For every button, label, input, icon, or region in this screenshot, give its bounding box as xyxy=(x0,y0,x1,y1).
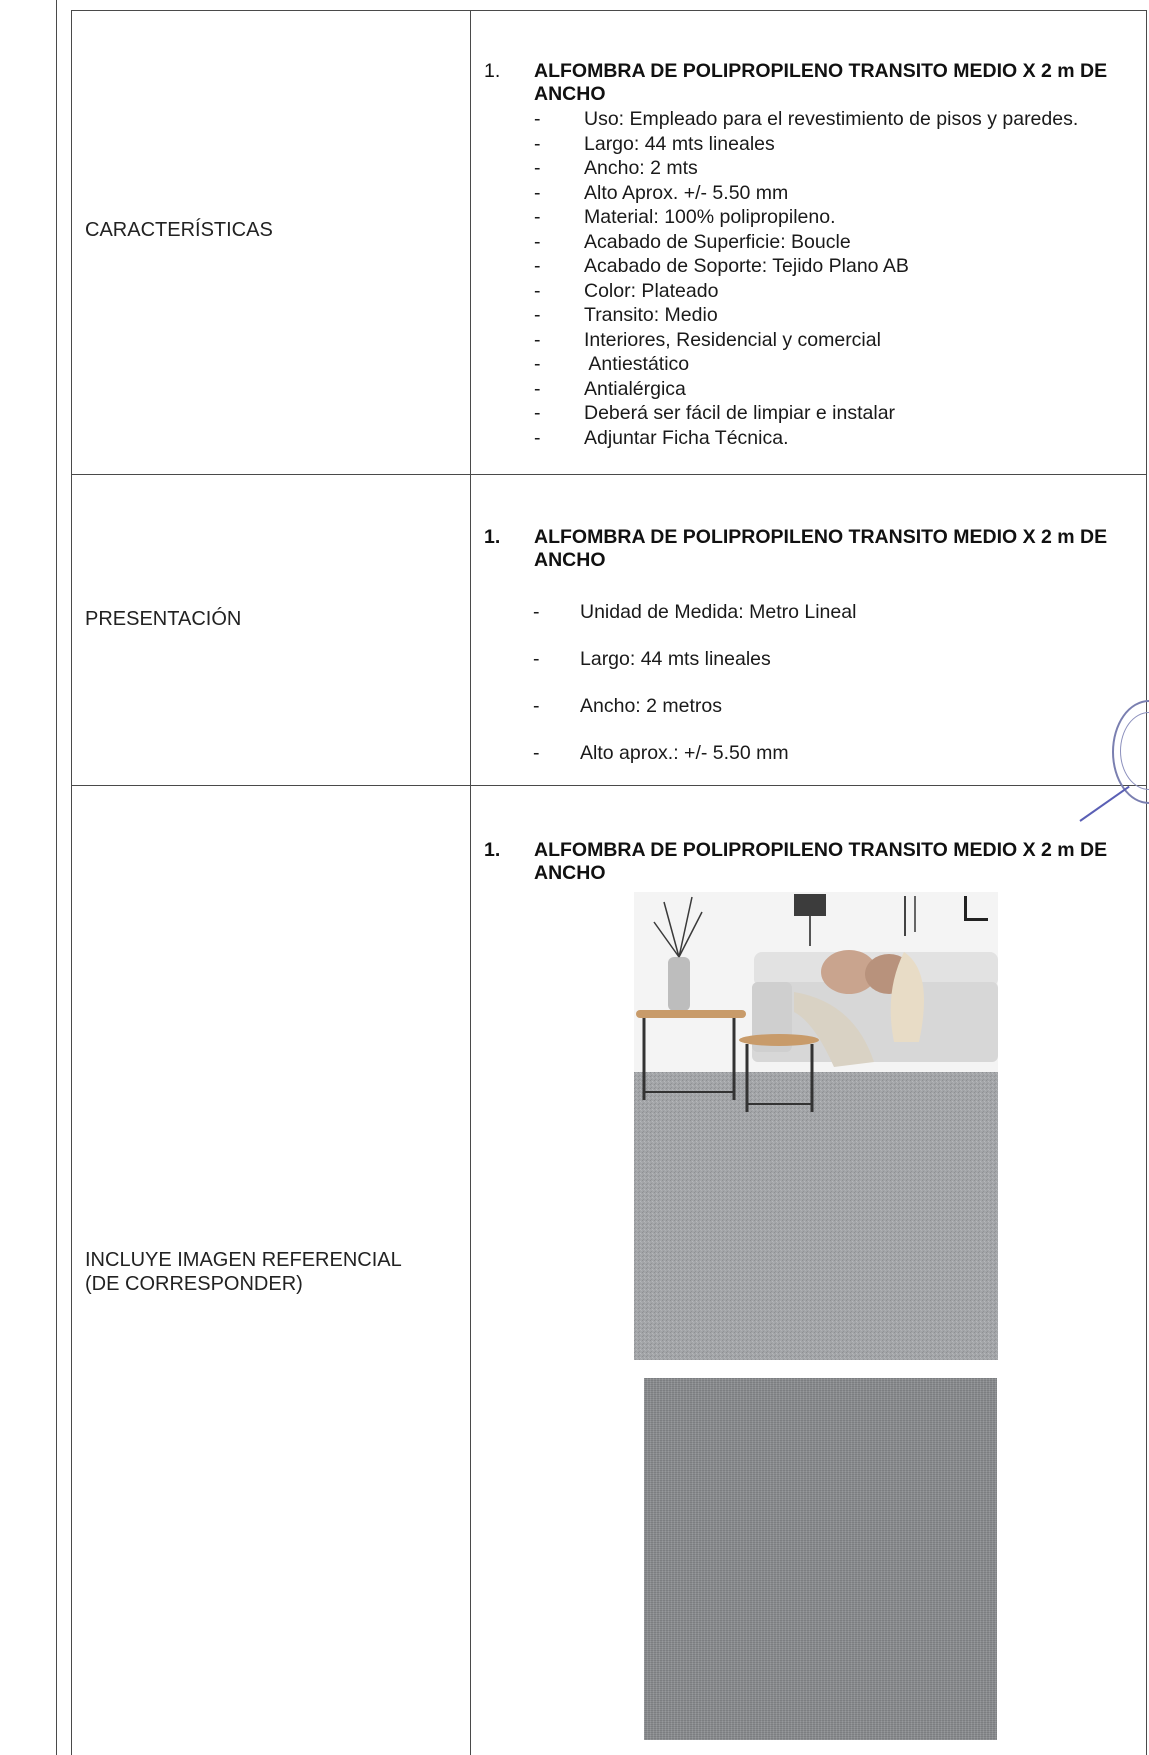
item-title-text: ALFOMBRA DE POLIPROPILENO TRANSITO MEDIO X 2 m DE ANCHO xyxy=(534,526,1108,571)
list-item: - Largo: 44 mts lineales xyxy=(534,132,1078,157)
list-item: - Alto Aprox. +/- 5.50 mm xyxy=(534,181,1078,206)
item-title-imagen xyxy=(484,839,1144,885)
row-label-line2: (DE CORRESPONDER) xyxy=(85,1273,303,1295)
list-item: - Unidad de Medida: Metro Lineal xyxy=(533,600,856,647)
list-item: - Interiores, Residencial y comercial xyxy=(534,328,1078,353)
row-label-imagen xyxy=(85,1248,402,1296)
list-item: - Ancho: 2 mts xyxy=(534,156,1078,181)
signature-stroke xyxy=(1079,786,1129,822)
reference-image-swatch xyxy=(644,1378,997,1740)
item-number: 1. xyxy=(484,526,501,548)
row-label-line1: INCLUYE IMAGEN REFERENCIAL xyxy=(85,1249,402,1271)
item-number: 1. xyxy=(484,60,501,82)
list-item: - Largo: 44 mts lineales xyxy=(533,647,856,694)
item-title-text: ALFOMBRA DE POLIPROPILENO TRANSITO MEDIO X 2 m DE ANCHO xyxy=(534,60,1108,105)
list-item: - Uso: Empleado para el revestimiento de pisos y paredes. xyxy=(534,107,1078,132)
item-title-presentacion xyxy=(484,526,1144,572)
table-top-border xyxy=(71,10,1147,11)
room-illustration xyxy=(634,892,998,1360)
table-right-border xyxy=(1146,10,1147,1755)
table-divider xyxy=(470,10,471,1755)
list-item: - Acabado de Superficie: Boucle xyxy=(534,230,1078,255)
list-item: - Deberá ser fácil de limpiar e instalar xyxy=(534,401,1078,426)
list-item: - Antiestático xyxy=(534,352,1078,377)
specs-list xyxy=(534,107,1078,450)
item-title-caracteristicas xyxy=(484,60,1144,106)
list-item: - Ancho: 2 metros xyxy=(533,694,856,741)
row-label-caracteristicas: CARACTERÍSTICAS xyxy=(85,219,273,241)
list-item: - Antialérgica xyxy=(534,377,1078,402)
list-item: - Alto aprox.: +/- 5.50 mm xyxy=(533,741,856,788)
list-item: - Color: Plateado xyxy=(534,279,1078,304)
list-item: - Transito: Medio xyxy=(534,303,1078,328)
item-number: 1. xyxy=(484,839,501,861)
item-title-text: ALFOMBRA DE POLIPROPILENO TRANSITO MEDIO X 2 m DE ANCHO xyxy=(534,839,1108,884)
table-left-border xyxy=(56,0,57,1755)
list-item: - Acabado de Soporte: Tejido Plano AB xyxy=(534,254,1078,279)
list-item: - Material: 100% polipropileno. xyxy=(534,205,1078,230)
table-col-border xyxy=(71,10,72,1755)
list-item: - Adjuntar Ficha Técnica. xyxy=(534,426,1078,451)
reference-image-room xyxy=(634,892,998,1360)
presentation-list xyxy=(533,600,856,788)
row-label-presentacion: PRESENTACIÓN xyxy=(85,608,242,630)
row-divider-1 xyxy=(71,474,1147,475)
